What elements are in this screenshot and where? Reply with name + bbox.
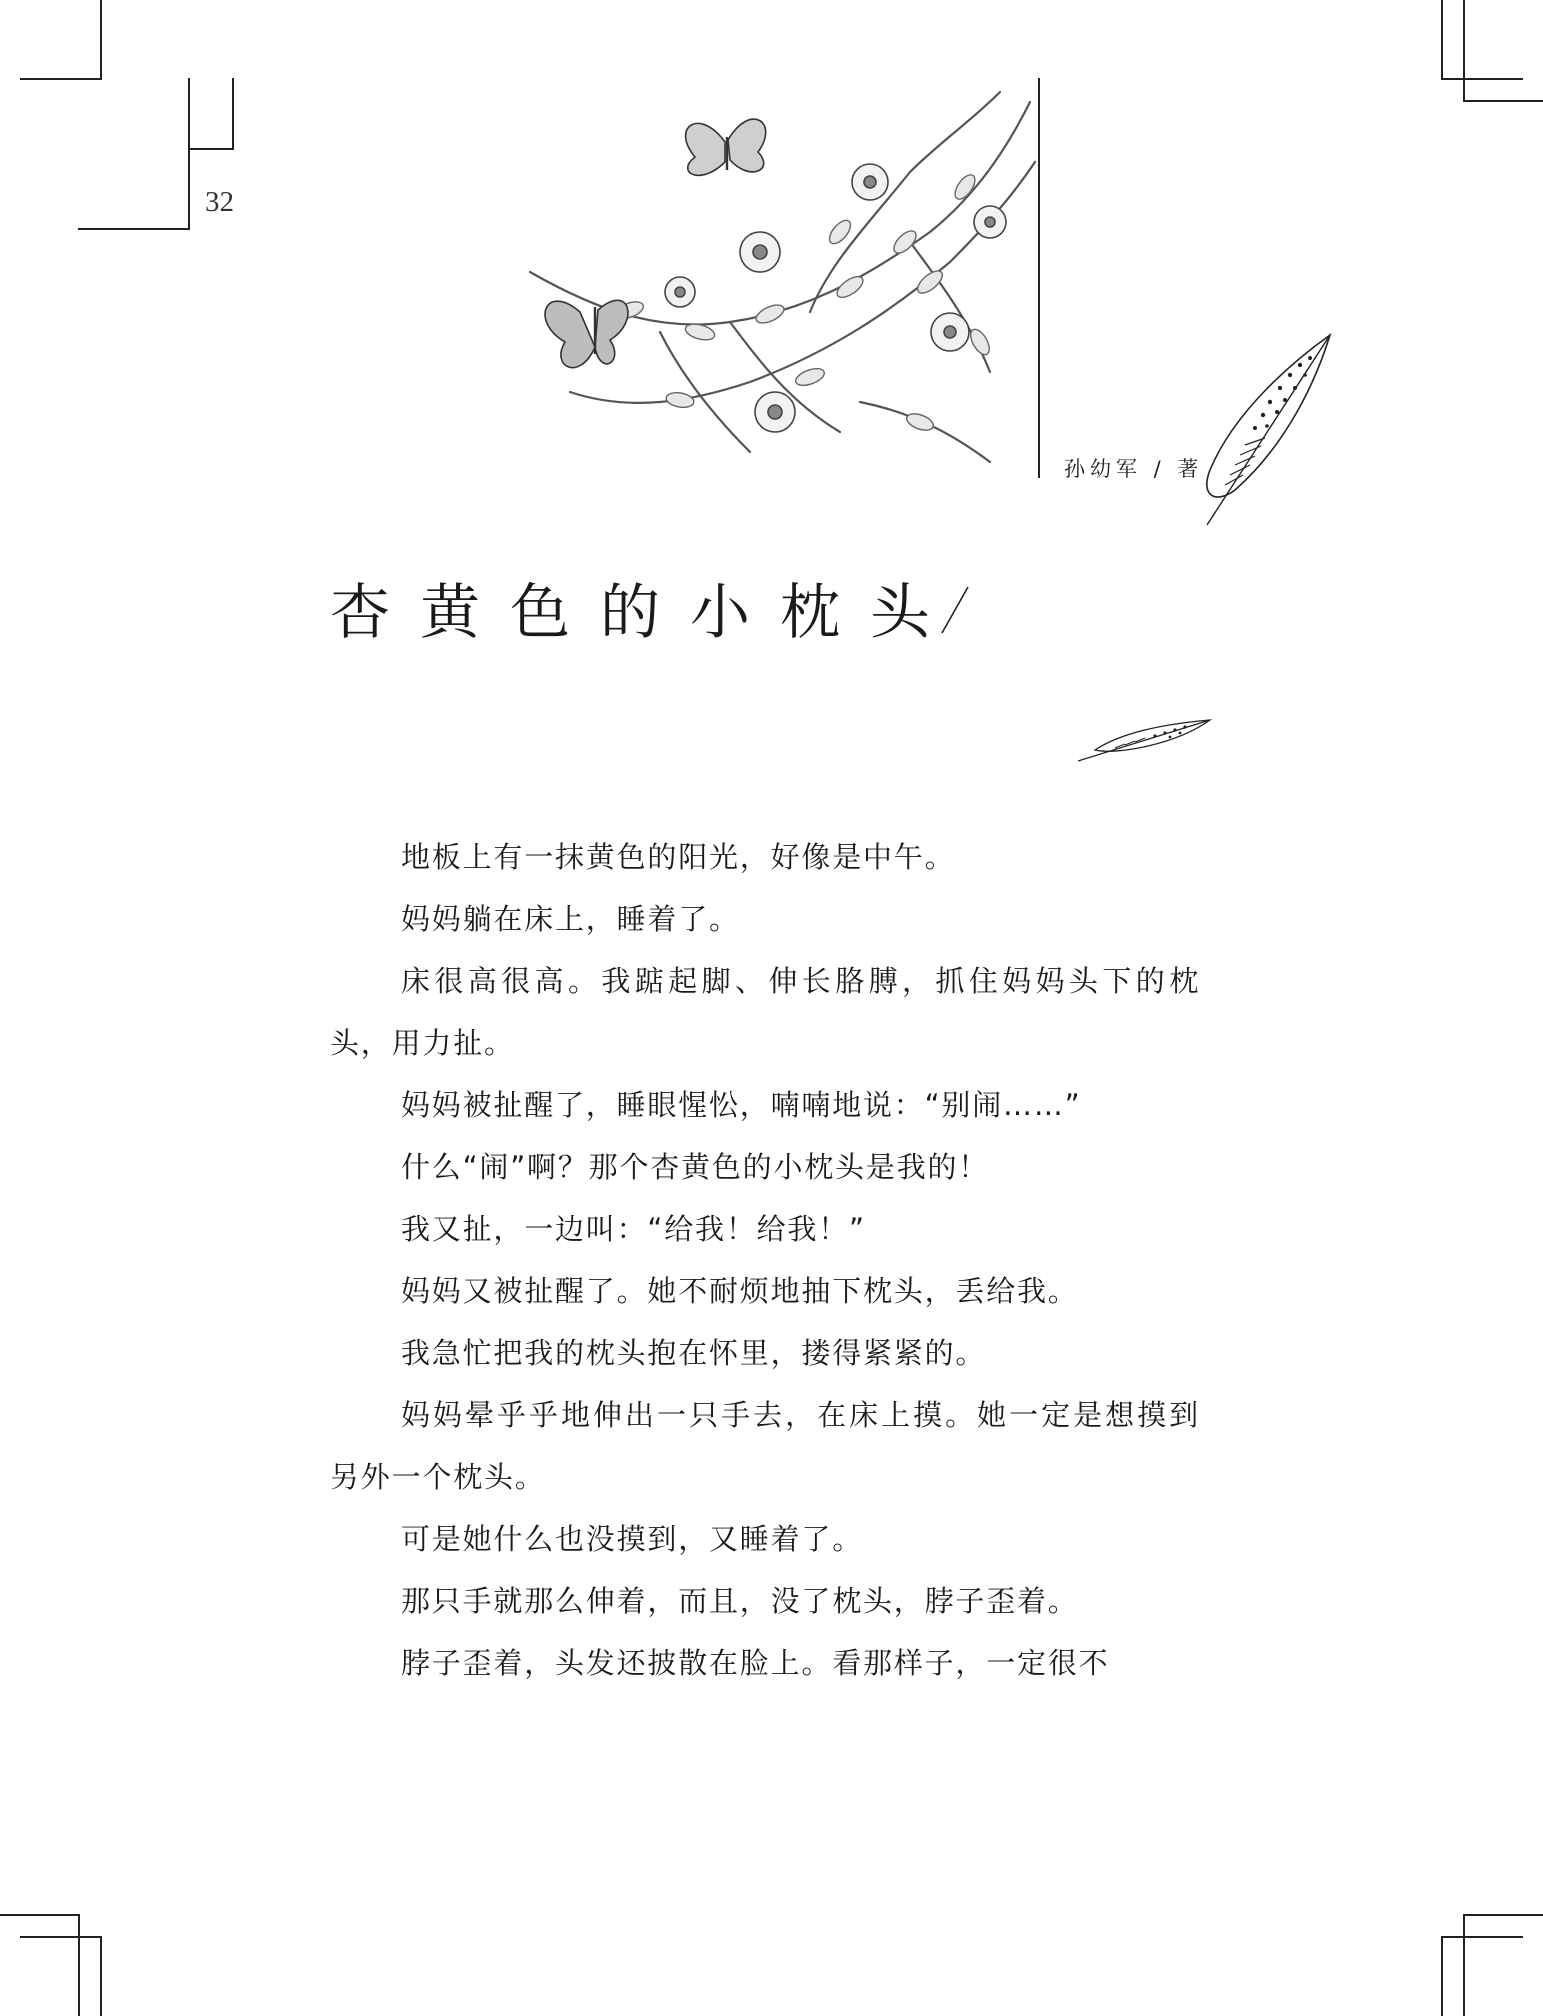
page-number: 32 bbox=[205, 186, 234, 218]
author-divider bbox=[1038, 78, 1040, 478]
crop-mark bbox=[1441, 1936, 1523, 1938]
crop-mark bbox=[0, 1914, 80, 1916]
crop-mark bbox=[20, 78, 102, 80]
crop-mark bbox=[20, 1936, 102, 1938]
paragraph: 妈妈被扯醒了，睡眼惺忪，喃喃地说：“别闹……” bbox=[401, 1088, 1082, 1122]
paragraph: 脖子歪着，头发还披散在脸上。看那样子，一定很不 bbox=[401, 1646, 1110, 1680]
vine-flowers-illustration bbox=[510, 82, 1040, 482]
paragraph: 床很高很高。我踮起脚、伸长胳膊，抓住妈妈头下的枕头，用力扯。 bbox=[330, 964, 1200, 1060]
crop-mark bbox=[1463, 1914, 1543, 1916]
article-body bbox=[330, 826, 1200, 1694]
author-credit: 孙幼军 / 著 bbox=[1064, 457, 1204, 481]
crop-mark bbox=[188, 78, 190, 230]
crop-mark bbox=[1441, 1936, 1443, 2016]
page-title: 杏黄色的小枕头 bbox=[330, 578, 960, 648]
paragraph: 我又扯，一边叫：“给我！给我！” bbox=[401, 1212, 866, 1246]
crop-mark bbox=[1463, 100, 1543, 102]
paragraph: 妈妈晕乎乎地伸出一只手去，在床上摸。她一定是想摸到另外一个枕头。 bbox=[330, 1398, 1200, 1494]
crop-mark bbox=[78, 1914, 80, 2016]
crop-mark bbox=[1441, 78, 1523, 80]
paragraph: 我急忙把我的枕头抱在怀里，搂得紧紧的。 bbox=[401, 1336, 987, 1370]
paragraph: 妈妈又被扯醒了。她不耐烦地抽下枕头，丢给我。 bbox=[401, 1274, 1079, 1308]
crop-mark bbox=[1463, 0, 1465, 102]
crop-mark bbox=[232, 78, 234, 150]
butterfly-icon bbox=[686, 119, 766, 175]
crop-mark bbox=[188, 148, 234, 150]
paragraph: 什么“闹”啊？那个杏黄色的小枕头是我的！ bbox=[401, 1150, 990, 1184]
title-slash-icon bbox=[940, 585, 970, 635]
paragraph: 地板上有一抹黄色的阳光，好像是中午。 bbox=[401, 840, 956, 874]
paragraph: 妈妈躺在床上，睡着了。 bbox=[401, 902, 740, 936]
crop-mark bbox=[100, 0, 102, 80]
crop-mark bbox=[1463, 1914, 1465, 2016]
crop-mark bbox=[78, 228, 190, 230]
feather-icon bbox=[1075, 715, 1215, 765]
crop-mark bbox=[1441, 0, 1443, 80]
butterfly-icon bbox=[545, 300, 628, 367]
feather-icon bbox=[1195, 330, 1335, 530]
paragraph: 那只手就那么伸着，而且，没了枕头，脖子歪着。 bbox=[401, 1584, 1079, 1618]
paragraph: 可是她什么也没摸到，又睡着了。 bbox=[401, 1522, 864, 1556]
crop-mark bbox=[100, 1936, 102, 2016]
